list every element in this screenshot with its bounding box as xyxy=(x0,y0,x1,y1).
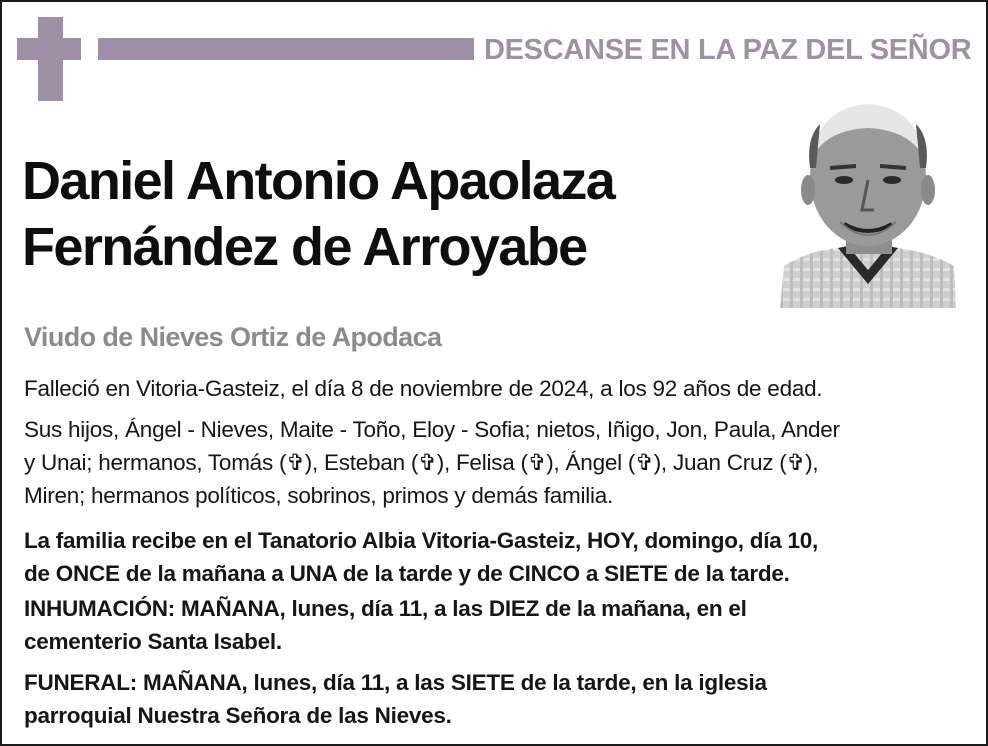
family-line-3: Miren; hermanos políticos, sobrinos, primos y demás familia. xyxy=(24,483,613,508)
cross-horizontal-bar xyxy=(17,38,81,60)
portrait-photo xyxy=(780,98,956,308)
burial-paragraph xyxy=(24,592,959,658)
funeral-line-2: parroquial Nuestra Señora de las Nieves. xyxy=(24,703,452,728)
family-line-1: Sus hijos, Ángel - Nieves, Maite - Toño, Eloy - Sofia; nietos, Iñigo, Jon, Paula, Ander xyxy=(24,417,840,442)
death-line: Falleció en Vitoria-Gasteiz, el día 8 de noviembre de 2024, a los 92 años de edad. xyxy=(24,376,823,401)
funeral-paragraph xyxy=(24,666,959,732)
death-notice xyxy=(24,372,959,405)
wake-line-2: de ONCE de la mañana a UNA de la tarde y de CINCO a SIETE de la tarde. xyxy=(24,561,790,586)
header-rule xyxy=(98,38,474,60)
wake-line-1: La familia recibe en el Tanatorio Albia Vitoria-Gasteiz, HOY, domingo, día 10, xyxy=(24,528,819,553)
burial-line-1: INHUMACIÓN: MAÑANA, lunes, día 11, a las DIEZ de la mañana, en el xyxy=(24,596,747,621)
widower-of: Viudo de Nieves Ortiz de Apodaca xyxy=(24,322,442,352)
family-paragraph xyxy=(24,413,959,512)
funeral-line-1: FUNERAL: MAÑANA, lunes, día 11, a las SIETE de la tarde, en la iglesia xyxy=(24,670,767,695)
burial-line-2: cementerio Santa Isabel. xyxy=(24,629,282,654)
deceased-name xyxy=(22,148,614,280)
wake-paragraph xyxy=(24,524,959,590)
name-line-1: Daniel Antonio Apaolaza xyxy=(22,151,615,211)
name-line-2: Fernández de Arroyabe xyxy=(22,217,587,277)
header-title: DESCANSE EN LA PAZ DEL SEÑOR xyxy=(484,34,972,66)
family-line-2: y Unai; hermanos, Tomás (✞), Esteban (✞), Felisa (✞), Ángel (✞), Juan Cruz (✞), xyxy=(24,450,819,475)
portrait-illustration xyxy=(780,98,956,308)
